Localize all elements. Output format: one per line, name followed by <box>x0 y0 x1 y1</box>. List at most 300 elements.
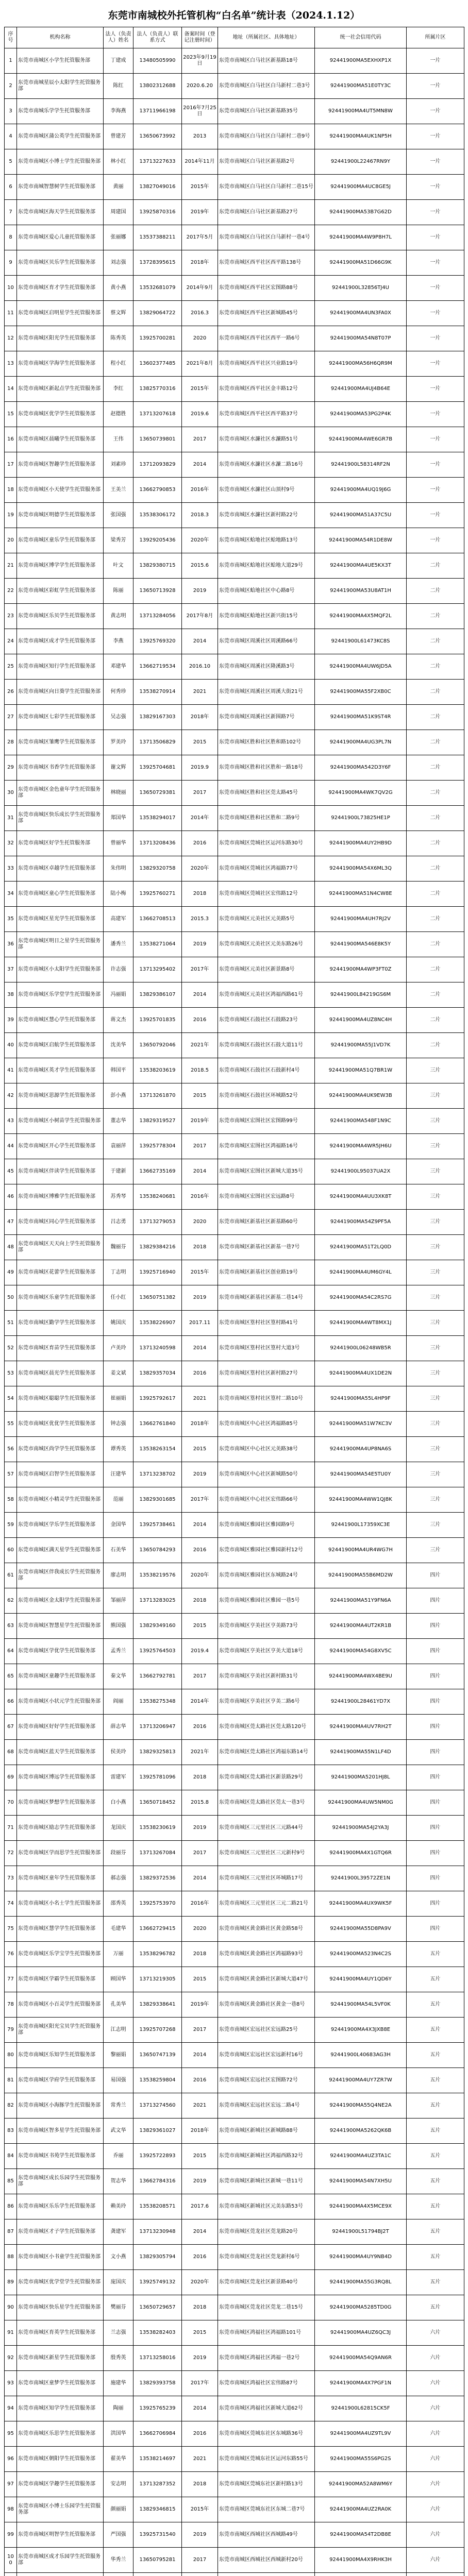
cell-index: 16 <box>5 427 17 452</box>
cell-district: 一片 <box>407 175 464 200</box>
cell-district: 二片 <box>407 654 464 680</box>
cell-credit-code: 92441900MA53U8AT1H <box>315 579 407 604</box>
cell-filing-date: 2020 <box>182 1917 218 1942</box>
cell-index: 44 <box>5 1134 17 1159</box>
cell-address: 东莞市南城区元美社区鸿福西路61号 <box>218 982 315 1008</box>
cell-contact: 13650795281 <box>133 2548 182 2573</box>
cell-contact: 13713240598 <box>133 1336 182 1361</box>
cell-contact: 13538226907 <box>133 1311 182 1336</box>
cell-filing-date: 2017.11 <box>182 1311 218 1336</box>
cell-org-name: 东莞市南城区育才学生托管服务部 <box>17 276 104 301</box>
cell-legal-person: 万丽 <box>104 1942 133 1967</box>
cell-address: 东莞市南城区宏图社区新城大道35号 <box>218 1159 315 1184</box>
cell-filing-date: 2018 <box>182 1235 218 1260</box>
cell-filing-date: 2016.3 <box>182 301 218 326</box>
cell-credit-code: 92441900MA523N4C2S <box>315 1942 407 1967</box>
cell-credit-code: 92441900MA54Q9AN6R <box>315 2346 407 2371</box>
cell-index: 36 <box>5 932 17 957</box>
cell-address: 东莞市南城区雅园社区雅园路9号 <box>218 1513 315 1538</box>
cell-district: 六片 <box>407 2421 464 2447</box>
cell-index: 35 <box>5 907 17 932</box>
cell-contact: 13713274560 <box>133 2093 182 2119</box>
cell-address: 东莞市南城区西平社区新城路45号 <box>218 301 315 326</box>
cell-index: 54 <box>5 1386 17 1412</box>
cell-index: 46 <box>5 1184 17 1210</box>
cell-legal-person: 廖志明 <box>104 1563 133 1588</box>
cell-district: 三片 <box>407 1260 464 1285</box>
cell-filing-date: 2018年 <box>182 705 218 730</box>
cell-district: 三片 <box>407 1235 464 1260</box>
cell-legal-person: 崔丽娟 <box>104 1386 133 1412</box>
cell-org-name: 东莞市南城区优学堂学生托管服务部 <box>17 2270 104 2295</box>
cell-credit-code: 92441900MA4UZ9TL9V <box>315 2421 407 2447</box>
cell-index: 52 <box>5 1336 17 1361</box>
cell-org-name: 东莞市南城区乐思学生托管服务部 <box>17 2421 104 2447</box>
cell-credit-code: 92441900MA4UU3XK8T <box>315 1184 407 1210</box>
cell-legal-person: 华秀兰 <box>104 2548 133 2573</box>
cell-filing-date: 2020 <box>182 326 218 351</box>
cell-org-name: 东莞市南城区小博士学生托管服务部 <box>17 149 104 175</box>
cell-org-name: 东莞市南城区晨光学生托管服务部 <box>17 1361 104 1386</box>
cell-contact: 13538230619 <box>133 1816 182 1841</box>
cell-district: 一片 <box>407 250 464 276</box>
cell-credit-code: 92441900MA51D66G9K <box>315 250 407 276</box>
cell-filing-date: 2014 <box>182 2043 218 2068</box>
cell-district: 五片 <box>407 1942 464 1967</box>
cell-contact: 13925700281 <box>133 326 182 351</box>
cell-filing-date: 2015年 <box>182 1260 218 1285</box>
cell-credit-code: 92441900MA54C2RS7G <box>315 1285 407 1311</box>
table-row <box>5 2371 464 2396</box>
cell-address: 东莞市南城区莞城东社区东城路36号 <box>218 2421 315 2447</box>
table-row <box>5 1134 464 1159</box>
cell-address: 东莞市南城区西平社区宏图路88号 <box>218 276 315 301</box>
cell-index: 68 <box>5 1740 17 1765</box>
table-row <box>5 2548 464 2573</box>
cell-index: 72 <box>5 1841 17 1866</box>
cell-district: 五片 <box>407 2068 464 2093</box>
cell-filing-date: 2016 <box>182 2421 218 2447</box>
cell-org-name: 东莞市南城星辰小太阳学生托管服务部 <box>17 74 104 99</box>
cell-legal-person: 安志明 <box>104 2472 133 2497</box>
cell-index: 51 <box>5 1311 17 1336</box>
cell-address: 东莞市南城区黄金路社区黄金路58号 <box>218 1917 315 1942</box>
cell-contact: 13925778304 <box>133 1134 182 1159</box>
cell-address: 东莞市南城区新城社区新城路88号 <box>218 2119 315 2144</box>
cell-district: 六片 <box>407 2371 464 2396</box>
cell-legal-person: 朱伟明 <box>104 856 133 882</box>
cell-contact: 13537388211 <box>133 225 182 250</box>
cell-credit-code: 92441900MA4UM6GY4L <box>315 1260 407 1285</box>
table-row <box>5 2144 464 2169</box>
cell-address: 东莞市南城区鸿福社区宏伟路87号 <box>218 2371 315 2396</box>
table-row <box>5 200 464 225</box>
cell-index: 96 <box>5 2447 17 2472</box>
cell-filing-date: 2014 <box>182 1336 218 1361</box>
cell-filing-date: 2015年 <box>182 175 218 200</box>
table-row <box>5 553 464 579</box>
cell-contact: 13802312688 <box>133 74 182 99</box>
cell-contact: 13662729415 <box>133 1917 182 1942</box>
table-row <box>5 528 464 553</box>
cell-district: 三片 <box>407 1487 464 1513</box>
table-row <box>5 2497 464 2522</box>
header-legal-person: 法人（负责人）姓名 <box>104 27 133 48</box>
cell-contact: 13728395615 <box>133 250 182 276</box>
cell-credit-code: 92441900MA51Y9FN6A <box>315 1588 407 1614</box>
cell-legal-person: 张国强 <box>104 503 133 528</box>
cell-filing-date: 2014 <box>182 2396 218 2421</box>
cell-address: 东莞市南城区新基社区新基二巷14号 <box>218 1285 315 1311</box>
cell-contact: 13925716940 <box>133 1260 182 1285</box>
cell-credit-code: 92441900MA54T2DB8E <box>315 2522 407 2548</box>
cell-address: 东莞市南城区胜和社区胜和二路9号 <box>218 806 315 831</box>
cell-address: 东莞市南城区西平社区西平路37号 <box>218 402 315 427</box>
cell-credit-code: 92441900MA4UT2KR1B <box>315 1614 407 1639</box>
cell-index: 62 <box>5 1588 17 1614</box>
cell-district: 一片 <box>407 503 464 528</box>
cell-contact: 13538306172 <box>133 503 182 528</box>
cell-filing-date: 2019年 <box>182 1992 218 2018</box>
cell-district: 四片 <box>407 1917 464 1942</box>
cell-district: 六片 <box>407 2548 464 2573</box>
cell-district: 四片 <box>407 1588 464 1614</box>
cell-legal-person: 梁秀芳 <box>104 528 133 553</box>
cell-credit-code: 92441900MA4UV7RH2T <box>315 1715 407 1740</box>
cell-address: 东莞市南城区蛤地社区蛤地大道29号 <box>218 553 315 579</box>
cell-filing-date: 2020 <box>182 1210 218 1235</box>
cell-filing-date: 2020.6.20 <box>182 74 218 99</box>
cell-credit-code: 92441900MA5262QK6B <box>315 2119 407 2144</box>
cell-address: 东莞市南城区西城社区西城新村20号 <box>218 2548 315 2573</box>
cell-address: 东莞市南城区莞龙社区新景路40号 <box>218 2270 315 2295</box>
cell-address: 东莞市南城区宏远社区宏远二路4号 <box>218 2093 315 2119</box>
cell-index: 17 <box>5 452 17 478</box>
cell-address: 东莞市南城区篁村社区新村路27号 <box>218 1361 315 1386</box>
cell-contact: 13711966198 <box>133 99 182 124</box>
cell-credit-code: 92441900MA4UG3PL7N <box>315 730 407 755</box>
cell-legal-person: 袁丽萍 <box>104 1134 133 1159</box>
cell-credit-code: 92441900L58314RF2N <box>315 452 407 478</box>
cell-address: 东莞市南城区篁村社区篁村路41号 <box>218 1311 315 1336</box>
cell-filing-date: 2018 <box>182 1588 218 1614</box>
cell-district: 五片 <box>407 2169 464 2194</box>
cell-contact: 13713227633 <box>133 149 182 175</box>
cell-address: 东莞市南城区周溪社区隆溪路3号 <box>218 654 315 680</box>
cell-district: 五片 <box>407 2270 464 2295</box>
cell-org-name: 东莞市南城区书苑学生托管服务部 <box>17 2144 104 2169</box>
cell-legal-person: 孟秀兰 <box>104 1639 133 1664</box>
cell-credit-code: 92441900L40683AG3H <box>315 2043 407 2068</box>
table-row <box>5 1866 464 1891</box>
cell-org-name: 东莞市南城区成才乐园学生托管服务部 <box>17 2548 104 2573</box>
cell-address: 东莞市南城区莞太路社区莞太一巷3号 <box>218 1790 315 1816</box>
cell-org-name: 东莞市南城区智多星学生托管服务部 <box>17 2119 104 2144</box>
cell-filing-date: 2016 <box>182 1715 218 1740</box>
cell-contact: 13662790853 <box>133 478 182 503</box>
cell-district: 一片 <box>407 225 464 250</box>
cell-address: 东莞市南城区白马社区新基路27号 <box>218 200 315 225</box>
cell-index: 90 <box>5 2295 17 2320</box>
cell-contact: 13829325813 <box>133 1740 182 1765</box>
cell-filing-date: 2019 <box>182 2169 218 2194</box>
cell-credit-code: 92441900MA54L5VF0K <box>315 1992 407 2018</box>
cell-district: 二片 <box>407 907 464 932</box>
cell-filing-date: 2021年 <box>182 1033 218 1058</box>
cell-org-name: 东莞市南城区晨曦学生托管服务部 <box>17 427 104 452</box>
cell-credit-code: 92441900MA4UE5KX3T <box>315 553 407 579</box>
cell-filing-date: 2014 <box>182 982 218 1008</box>
cell-contact: 13662792781 <box>133 1664 182 1689</box>
table-row <box>5 1917 464 1942</box>
cell-contact: 13713238702 <box>133 1462 182 1487</box>
cell-contact: 13925731540 <box>133 2522 182 2548</box>
cell-org-name: 东莞市南城区七彩学生托管服务部 <box>17 705 104 730</box>
cell-index: 94 <box>5 2396 17 2421</box>
cell-legal-person: 李海燕 <box>104 99 133 124</box>
cell-address: 东莞市南城区三元里社区三元二路21号 <box>218 1891 315 1917</box>
cell-contact: 13538259804 <box>133 2068 182 2093</box>
cell-legal-person: 严国强 <box>104 2522 133 2548</box>
cell-contact: 13925722893 <box>133 2144 182 2169</box>
cell-org-name: 东莞市南城区博学学生托管服务部 <box>17 553 104 579</box>
cell-credit-code: 92441900MA4WR5JH6U <box>315 1134 407 1159</box>
cell-index: 6 <box>5 175 17 200</box>
table-row <box>5 806 464 831</box>
cell-index: 43 <box>5 1109 17 1134</box>
cell-contact: 13650729381 <box>133 781 182 806</box>
cell-credit-code: 92441900MA4X7PGF1N <box>315 2371 407 2396</box>
cell-legal-person: 钟志强 <box>104 1412 133 1437</box>
table-row <box>5 1689 464 1715</box>
cell-index: 8 <box>5 225 17 250</box>
cell-org-name: 东莞市南城区成长乐园学生托管服务部 <box>17 2169 104 2194</box>
cell-legal-person: 黄志明 <box>104 604 133 629</box>
cell-district: 一片 <box>407 74 464 99</box>
table-row <box>5 882 464 907</box>
cell-address: 东莞市南城区元美社区新景路8号 <box>218 957 315 982</box>
cell-credit-code: 92441900MA54Z9PF5A <box>315 1210 407 1235</box>
cell-org-name: 东莞市南城区智慧星学生托管服务部 <box>17 1614 104 1639</box>
cell-address: 东莞市南城区篁村社区篁村大道3号 <box>218 1336 315 1361</box>
cell-credit-code: 92441900MA4UZ8NC4H <box>315 1008 407 1033</box>
cell-filing-date: 2016 <box>182 1361 218 1386</box>
cell-address: 东莞市南城区宏图社区宏图路99号 <box>218 1109 315 1134</box>
cell-district: 三片 <box>407 1437 464 1462</box>
cell-org-name: 东莞市南城区伴我成长学生托管服务部 <box>17 1563 104 1588</box>
cell-district: 五片 <box>407 2219 464 2245</box>
cell-contact: 13538263154 <box>133 1437 182 1462</box>
table-row <box>5 1614 464 1639</box>
cell-contact: 13713284056 <box>133 604 182 629</box>
table-row <box>5 957 464 982</box>
table-row <box>5 1210 464 1235</box>
cell-index: 81 <box>5 2068 17 2093</box>
cell-contact: 13713283025 <box>133 1588 182 1614</box>
cell-legal-person: 江志明 <box>104 2018 133 2043</box>
cell-credit-code: 92441900L84219GS6M <box>315 982 407 1008</box>
cell-legal-person <box>104 2573 133 2576</box>
cell-address: 东莞市南城区石鼓社区石鼓路23号 <box>218 1008 315 1033</box>
cell-filing-date: 2016 <box>182 2245 218 2270</box>
cell-contact: 13712093829 <box>133 452 182 478</box>
cell-credit-code: 92441900MA4UC8GE5J <box>315 175 407 200</box>
table-row <box>5 755 464 781</box>
cell-credit-code: 92441900L61473KC8S <box>315 629 407 654</box>
table-row <box>5 1740 464 1765</box>
cell-org-name: 东莞市南城区童乐学生托管服务部 <box>17 528 104 553</box>
cell-index: 34 <box>5 882 17 907</box>
cell-org-name: 东莞市南城区卓越学生托管服务部 <box>17 856 104 882</box>
cell-address: 东莞市南城区白马社区白马新村二巷15号 <box>218 175 315 200</box>
cell-contact: 13713295402 <box>133 957 182 982</box>
cell-legal-person: 段丽芬 <box>104 1841 133 1866</box>
cell-index: 64 <box>5 1639 17 1664</box>
cell-credit-code: 92441900MA55L4HP9F <box>315 1386 407 1412</box>
cell-district: 二片 <box>407 755 464 781</box>
table-row <box>5 250 464 276</box>
table-row <box>5 402 464 427</box>
cell-credit-code: 92441900MA4UP8NA6S <box>315 1437 407 1462</box>
cell-address: 东莞市南城区雅园社区雅园新村12号 <box>218 1538 315 1563</box>
cell-contact: 13827049016 <box>133 175 182 200</box>
cell-district: 一片 <box>407 427 464 452</box>
cell-filing-date: 2015.8 <box>182 1790 218 1816</box>
cell-contact: 13538208571 <box>133 2194 182 2219</box>
cell-legal-person: 彭小燕 <box>104 1083 133 1109</box>
cell-filing-date: 2020年 <box>182 1563 218 1588</box>
cell-filing-date: 2018年 <box>182 250 218 276</box>
table-row <box>5 1992 464 2018</box>
cell-contact: 13925781096 <box>133 1765 182 1790</box>
cell-district: 五片 <box>407 2295 464 2320</box>
cell-contact: 13925765239 <box>133 2396 182 2421</box>
cell-contact: 13650729657 <box>133 2295 182 2320</box>
cell-district: 五片 <box>407 2119 464 2144</box>
cell-index: 66 <box>5 1689 17 1715</box>
cell-credit-code: 92441900MA4UR4WG7H <box>315 1538 407 1563</box>
cell-filing-date: 2014 <box>182 1513 218 1538</box>
cell-index: 42 <box>5 1083 17 1109</box>
cell-filing-date: 2017 <box>182 2548 218 2573</box>
cell-contact: 13602377485 <box>133 351 182 377</box>
cell-filing-date: 2018.5 <box>182 1058 218 1083</box>
cell-district: 二片 <box>407 781 464 806</box>
cell-credit-code: 92441900MA542D3Y6F <box>315 755 407 781</box>
header-filing-date: 备案时间（登记注册时间） <box>182 27 218 48</box>
cell-district: 三片 <box>407 1134 464 1159</box>
cell-org-name: 东莞市南城区蓝天学生托管服务部 <box>17 1740 104 1765</box>
table-row <box>5 1841 464 1866</box>
cell-credit-code: 92441900MA54N7XH5U <box>315 2169 407 2194</box>
cell-contact: 13829357034 <box>133 1361 182 1386</box>
cell-index: 20 <box>5 528 17 553</box>
cell-legal-person: 顾国华 <box>104 1967 133 1992</box>
table-row <box>5 2346 464 2371</box>
cell-contact: 13650784293 <box>133 1538 182 1563</box>
cell-contact: 13538214697 <box>133 2447 182 2472</box>
cell-credit-code: 92441900L32856TJ4U <box>315 276 407 301</box>
cell-credit-code: 92441900MA55G3RQ8L <box>315 2270 407 2295</box>
cell-org-name: 东莞市南城区小状元学生托管服务部 <box>17 1689 104 1715</box>
cell-org-name: 东莞市南城区学乐学生托管服务部 <box>17 1513 104 1538</box>
cell-address: 东莞市南城区莞龙社区莞龙二巷15号 <box>218 2295 315 2320</box>
cell-legal-person: 韩国平 <box>104 1058 133 1083</box>
cell-filing-date: 2014 <box>182 2219 218 2245</box>
cell-index: 60 <box>5 1538 17 1563</box>
cell-address: 东莞市南城区莞城社区宏伟路12号 <box>218 882 315 907</box>
cell-address: 东莞市南城区鸿福社区新城大道62号 <box>218 2396 315 2421</box>
table-row <box>5 1790 464 1816</box>
cell-legal-person: 魏丽芬 <box>104 1235 133 1260</box>
cell-district: 一片 <box>407 48 464 74</box>
cell-org-name: 东莞市南城区知行学生托管服务部 <box>17 654 104 680</box>
cell-filing-date: 2016 <box>182 2068 218 2093</box>
cell-credit-code: 92441900MA548F1N9C <box>315 1109 407 1134</box>
cell-index: 83 <box>5 2119 17 2144</box>
cell-credit-code: 92441900MA4UY1QD6Y <box>315 1967 407 1992</box>
cell-index: 50 <box>5 1285 17 1311</box>
cell-filing-date: 2016年7月25日 <box>182 99 218 124</box>
cell-credit-code: 92441900MA5201HJ8L <box>315 1765 407 1790</box>
cell-contact: 13538271064 <box>133 932 182 957</box>
cell-contact: 13538203619 <box>133 1058 182 1083</box>
cell-credit-code: 92441900MA51Q7BR1W <box>315 1058 407 1083</box>
cell-index: 73 <box>5 1866 17 1891</box>
table-row <box>5 2472 464 2497</box>
cell-org-name: 东莞市南城区尚学学生托管服务部 <box>17 1437 104 1462</box>
cell-address: 东莞市南城区莞太路社区鸿福东路14号 <box>218 1740 315 1765</box>
table-row <box>5 856 464 882</box>
cell-org-name: 东莞市南城区阳光学生托管服务部 <box>17 326 104 351</box>
cell-address: 东莞市南城区水濂社区水濂路51号 <box>218 427 315 452</box>
cell-index: 23 <box>5 604 17 629</box>
cell-org-name <box>17 2573 104 2576</box>
cell-credit-code: 92441900MA4UX1DE2N <box>315 1361 407 1386</box>
cell-credit-code: 92441900MA56H6QR9M <box>315 351 407 377</box>
table-row <box>5 2093 464 2119</box>
cell-address: 东莞市南城区白马社区新基路2号 <box>218 149 315 175</box>
cell-index: 31 <box>5 806 17 831</box>
table-row <box>5 1336 464 1361</box>
table-row <box>5 2018 464 2043</box>
cell-address: 东莞市南城区西城社区西城路49号 <box>218 2522 315 2548</box>
cell-org-name: 东莞市南城区小名士学生托管服务部 <box>17 1891 104 1917</box>
cell-district: 三片 <box>407 1311 464 1336</box>
cell-address: 东莞市南城区亨美社区亨美路73号 <box>218 1614 315 1639</box>
table-row <box>5 1311 464 1336</box>
table-row <box>5 1462 464 1487</box>
table-row <box>5 2447 464 2472</box>
cell-district: 一片 <box>407 200 464 225</box>
cell-address: 东莞市南城区西平社区兴业路19号 <box>218 351 315 377</box>
cell-contact: 13829338641 <box>133 1992 182 2018</box>
cell-legal-person: 曾丽华 <box>104 831 133 856</box>
cell-legal-person: 高建军 <box>104 907 133 932</box>
cell-contact: 13925749132 <box>133 2270 182 2295</box>
table-row <box>5 1816 464 1841</box>
table-row <box>5 2245 464 2270</box>
table-row <box>5 1235 464 1260</box>
cell-legal-person: 庞国庆 <box>104 2270 133 2295</box>
cell-filing-date: 2016 <box>182 1008 218 1033</box>
table-row <box>5 452 464 478</box>
table-row <box>5 2194 464 2219</box>
cell-credit-code: 92441900MA4UZ6QC3J <box>315 2320 407 2346</box>
cell-credit-code: 92441900MA54R1DE8W <box>315 528 407 553</box>
table-row <box>5 1159 464 1184</box>
cell-legal-person: 王伟 <box>104 427 133 452</box>
